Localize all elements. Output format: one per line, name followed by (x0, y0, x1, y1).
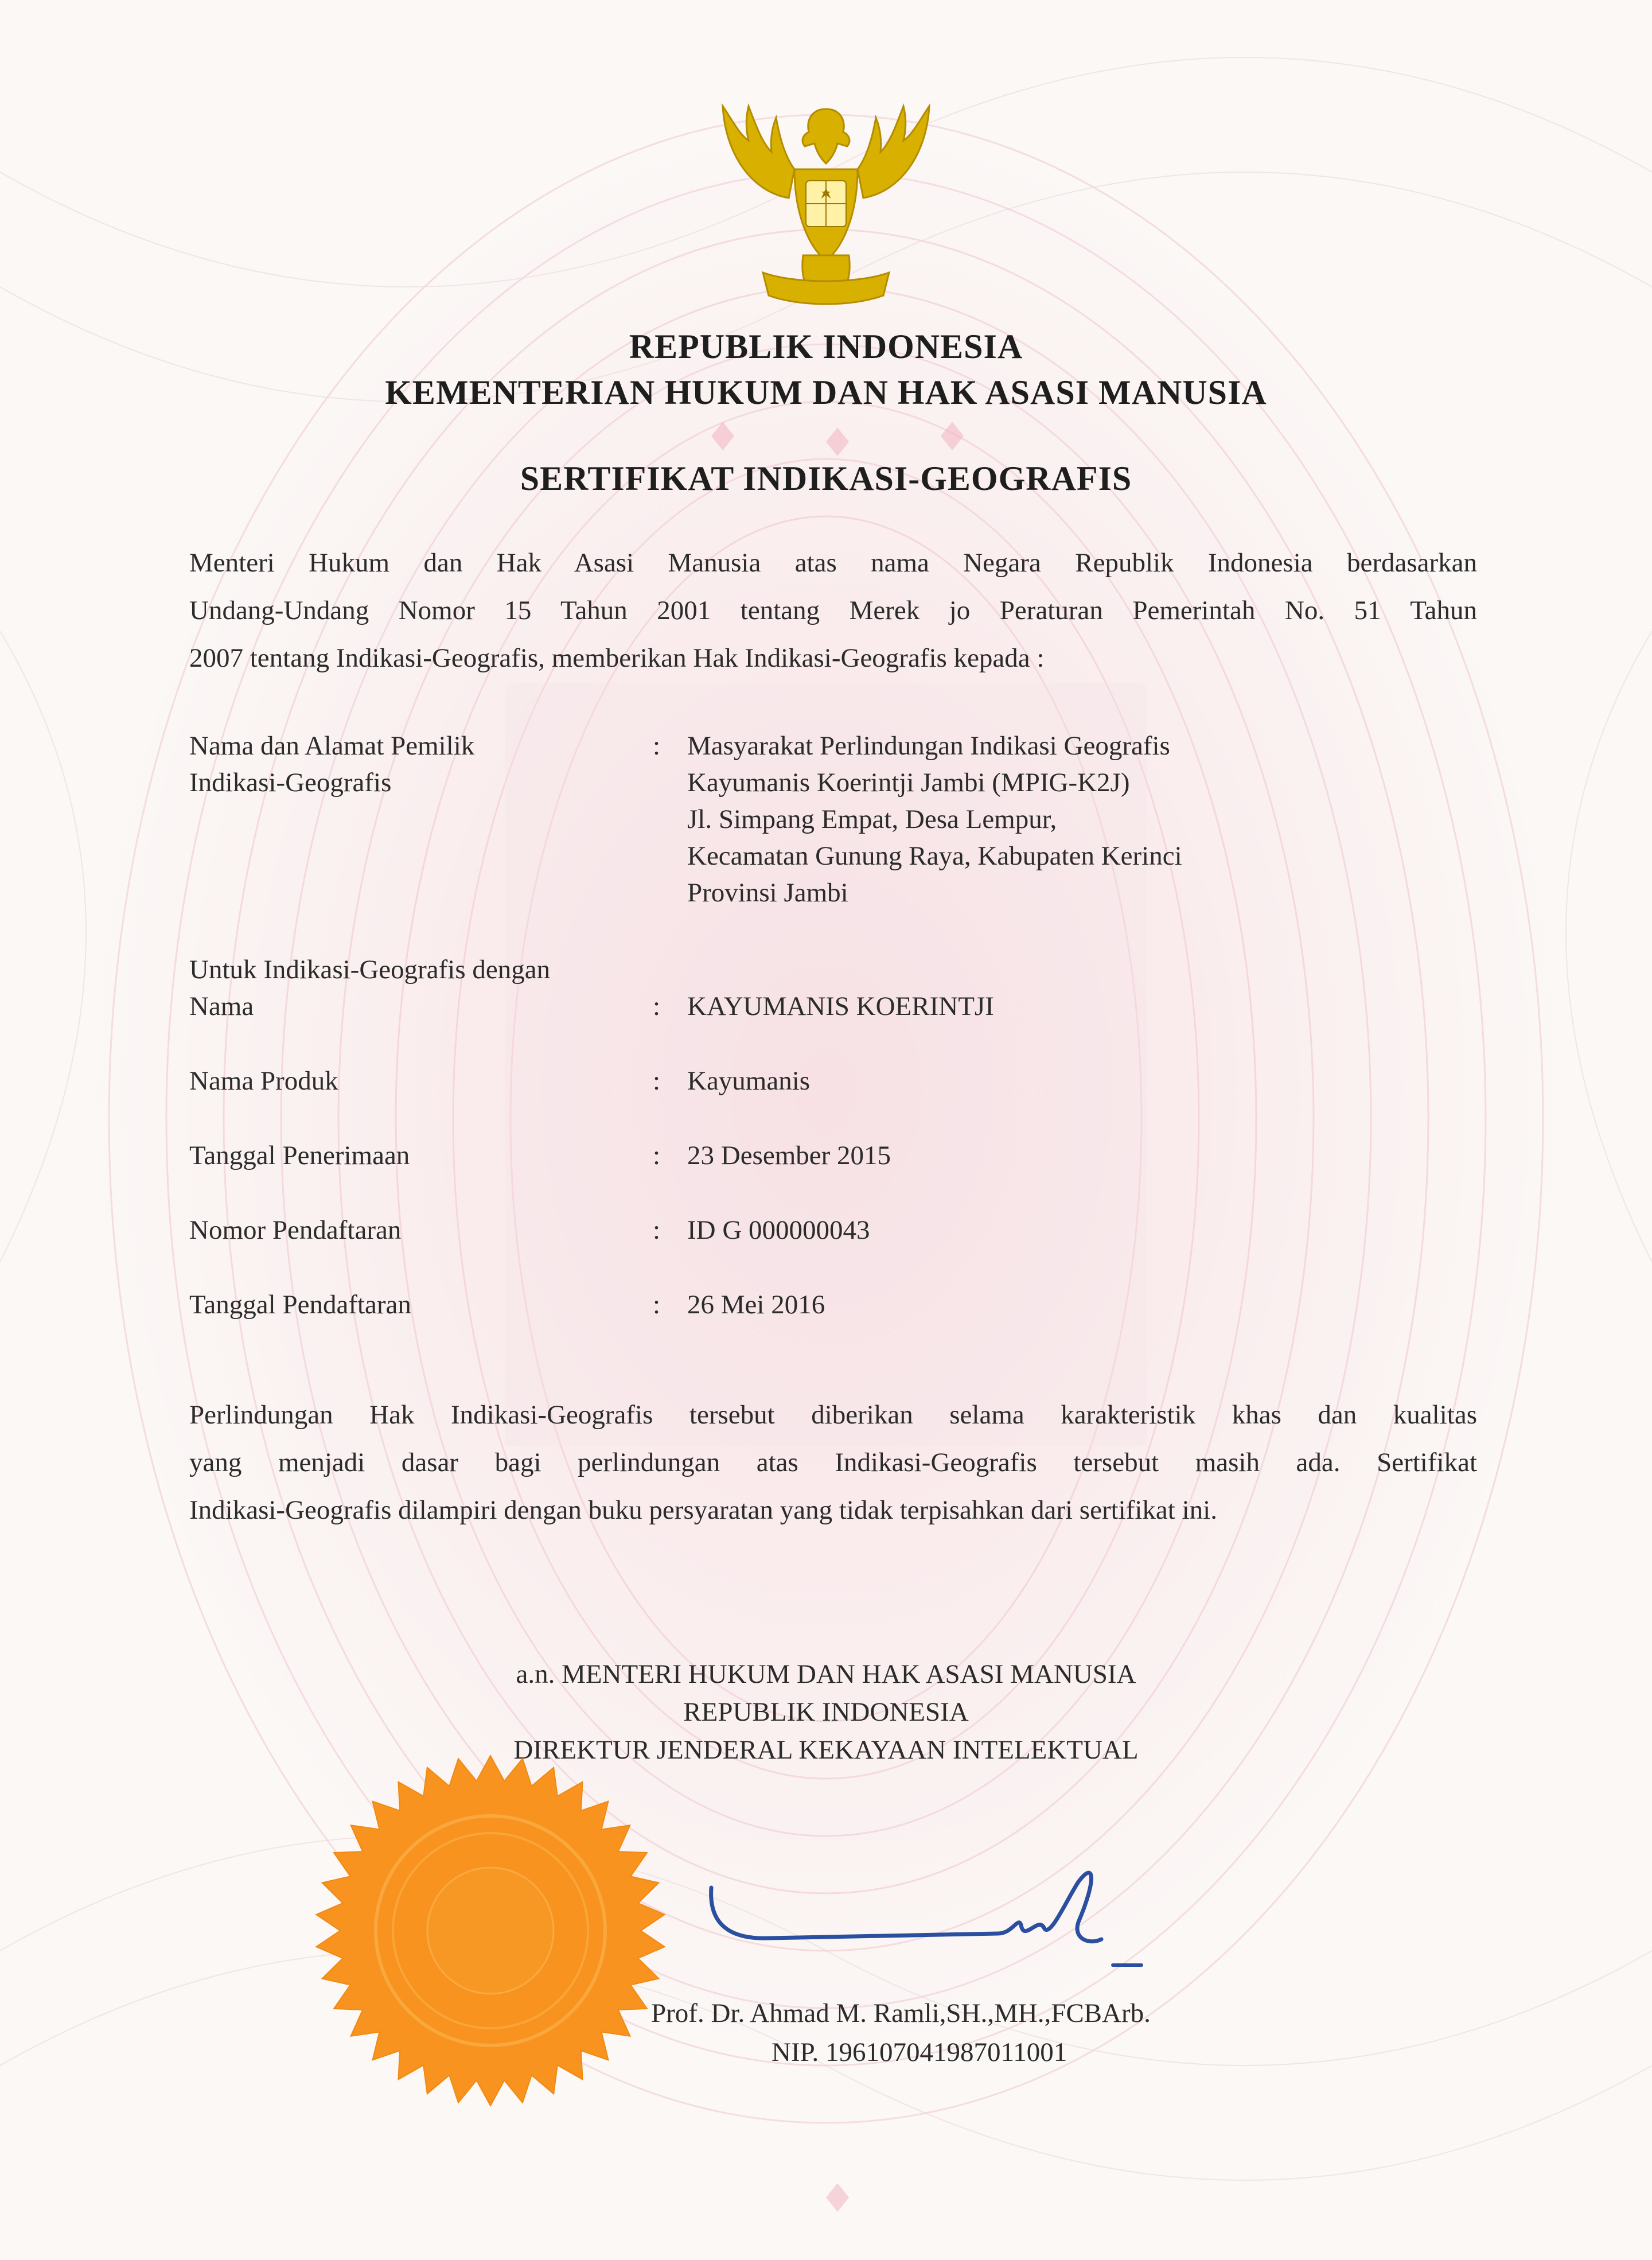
owner-label-line: Nama dan Alamat Pemilik (189, 731, 475, 761)
registration-date-value: 26 Mei 2016 (687, 1290, 825, 1320)
owner-value-line: Kecamatan Gunung Raya, Kabupaten Kerinci (687, 841, 1182, 871)
official-seal-icon (313, 1753, 668, 2109)
ministry-heading: KEMENTERIAN HUKUM DAN HAK ASASI MANUSIA (385, 374, 1267, 411)
closing-line: Indikasi-Geografis dilampiri dengan buku persyaratan yang tidak terpisahkan dari sertifikat ini. (189, 1495, 1217, 1525)
gi-name-label (189, 951, 550, 1025)
closing-line: Perlindungan Hak Indikasi-Geografis tersebut diberikan selama karakteristik khas dan kualitas (189, 1400, 1477, 1430)
gi-name-separator: : (653, 991, 661, 1021)
owner-value-line: Jl. Simpang Empat, Desa Lempur, (687, 804, 1057, 834)
receipt-date-separator: : (653, 1141, 661, 1170)
product-label: Nama Produk (189, 1066, 338, 1096)
signature-authority-line-3: DIREKTUR JENDERAL KEKAYAAN INTELEKTUAL (513, 1735, 1139, 1765)
gi-name-label-line: Nama (189, 991, 254, 1021)
handwritten-signature (700, 1847, 1159, 1974)
registration-date-separator: : (653, 1290, 661, 1320)
receipt-date-label: Tanggal Penerimaan (189, 1141, 410, 1170)
gi-name-value: KAYUMANIS KOERINTJI (687, 991, 994, 1021)
country-heading: REPUBLIK INDONESIA (629, 328, 1023, 365)
closing-paragraph (189, 1391, 1477, 1534)
signer-name: Prof. Dr. Ahmad M. Ramli,SH.,MH.,FCBArb. (651, 1998, 1151, 2028)
owner-label (189, 728, 474, 801)
registration-date-label: Tanggal Pendaftaran (189, 1290, 411, 1320)
owner-value (687, 728, 1182, 911)
garuda-pancasila-emblem-icon (708, 83, 944, 324)
owner-value-line: Masyarakat Perlindungan Indikasi Geografis (687, 731, 1170, 761)
intro-line: Menteri Hukum dan Hak Asasi Manusia atas nama Negara Republik Indonesia berdasarkan (189, 548, 1477, 578)
intro-paragraph (189, 539, 1477, 682)
signer-nip: NIP. 196107041987011001 (772, 2037, 1067, 2067)
certificate-title: SERTIFIKAT INDIKASI-GEOGRAFIS (520, 460, 1132, 497)
registration-number-label: Nomor Pendaftaran (189, 1215, 402, 1245)
owner-value-line: Kayumanis Koerintji Jambi (MPIG-K2J) (687, 768, 1130, 798)
product-value: Kayumanis (687, 1066, 811, 1096)
intro-line: Undang-Undang Nomor 15 Tahun 2001 tentang Merek jo Peraturan Pemerintah No. 51 Tahun (189, 596, 1477, 625)
closing-line: yang menjadi dasar bagi perlindungan atas Indikasi-Geografis tersebut masih ada. Sertifikat (189, 1448, 1477, 1477)
intro-line: 2007 tentang Indikasi-Geografis, memberikan Hak Indikasi-Geografis kepada : (189, 643, 1045, 673)
receipt-date-value: 23 Desember 2015 (687, 1141, 891, 1170)
signature-authority-line-1: a.n. MENTERI HUKUM DAN HAK ASASI MANUSIA (516, 1659, 1136, 1689)
registration-number-separator: : (653, 1215, 661, 1245)
gi-name-label-line: Untuk Indikasi-Geografis dengan (189, 955, 551, 985)
owner-value-line: Provinsi Jambi (687, 878, 848, 908)
product-separator: : (653, 1066, 661, 1096)
owner-label-line: Indikasi-Geografis (189, 768, 392, 798)
signature-authority-line-2: REPUBLIK INDONESIA (683, 1697, 969, 1727)
registration-number-value: ID G 000000043 (687, 1215, 870, 1245)
owner-separator: : (653, 731, 661, 761)
